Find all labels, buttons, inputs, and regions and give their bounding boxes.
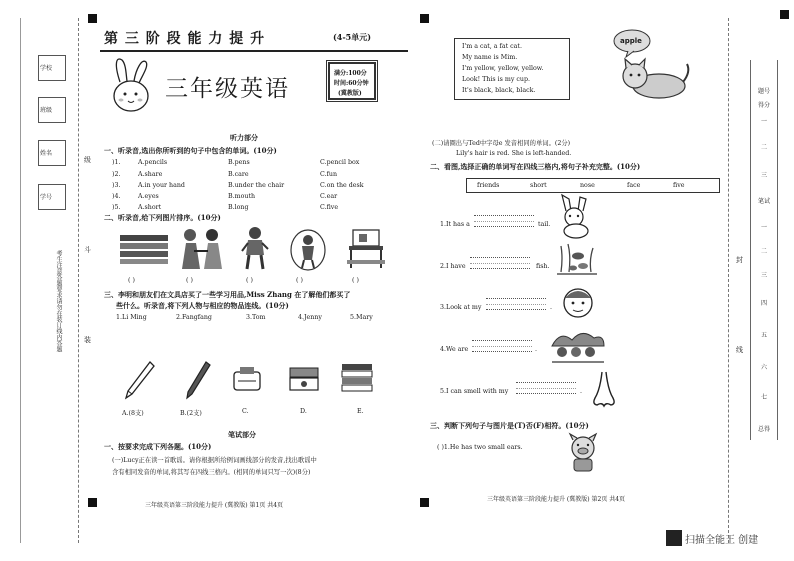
pig-character-icon <box>560 432 606 474</box>
sentence2-end: fish. <box>536 263 550 270</box>
part2-bracket-5[interactable]: ( ) <box>352 277 359 284</box>
part3-title-line2: 些什么。听录音,将下列人物与相应的物品连线。(10分) <box>116 301 289 310</box>
nose-icon <box>590 370 618 410</box>
writing-heading: 笔试部分 <box>228 430 256 439</box>
part3-name-2: 2.Fangfang <box>176 314 212 321</box>
face-icon <box>560 284 596 320</box>
chant-line-5: It's black, black, black. <box>462 87 536 94</box>
sentence1-end: tail. <box>538 221 551 228</box>
rabbit-icon <box>552 193 598 239</box>
chant-line-2: My name is Mim. <box>462 54 518 61</box>
word-bank-friends: friends <box>477 182 500 189</box>
sentence4-start: 4.We are <box>440 346 469 353</box>
main-title: 三年级英语 <box>165 76 290 102</box>
part3-title-line1: 三、李明和朋友们在文具店买了一些学习用品,Miss Zhang 在了解他们都买了 <box>104 290 351 299</box>
right-part3-title: 三、判断下列句子与图片是(T)否(F)相符。(10分) <box>430 421 589 430</box>
register-mark <box>420 14 429 23</box>
part1-row5-c: C.five <box>320 204 339 211</box>
part3-item-b: B.(2支) <box>180 410 202 417</box>
strip-label: 二 <box>760 144 767 151</box>
part1-row3-num: )3. <box>112 182 121 189</box>
right-footer: 三年级英语第三阶段能力提升 (冀教版) 第2页 共4页 <box>487 496 626 503</box>
part1-title: 一、听录音,选出你所听到的句子中包含的单词。(10分) <box>104 146 277 155</box>
sentence4-end: . <box>535 346 538 353</box>
strip-label-heading: 题号 <box>757 88 770 95</box>
part1-row1-num: )1. <box>112 159 121 166</box>
binding-char: 线 <box>736 346 743 354</box>
word-bank-short: short <box>530 182 547 189</box>
part1-row3-c: C.on the desk <box>320 182 364 189</box>
part1-row5-a: A.short <box>138 204 162 211</box>
binding-line <box>728 18 729 543</box>
part3-item-e: E. <box>357 408 364 415</box>
strip-label: 一 <box>760 224 767 231</box>
boy-figure-icon <box>240 225 270 271</box>
part1-row5-b: B.long <box>228 204 249 211</box>
register-mark <box>88 498 97 507</box>
side-field-school: 学校 <box>40 65 53 72</box>
chant-line-1: I'm a cat, a fat cat. <box>462 43 522 50</box>
part2-bracket-1[interactable]: ( ) <box>128 277 135 284</box>
part1-row3-a: A.in your hand <box>138 182 185 189</box>
chant-line-4: Look! This is my cup. <box>462 76 531 83</box>
pen-icon <box>184 360 212 400</box>
part4-line1: (一)Lucy正在读一首歌谣。请你根据所给例词画线部分的发音,找出歌谣中 <box>112 457 317 464</box>
part4-title: 一、按要求完成下列各题。(10分) <box>104 442 212 451</box>
binding-line <box>78 18 79 543</box>
people-sharing-icon <box>178 225 226 271</box>
register-mark <box>420 498 429 507</box>
vertical-notice: 考生注意答题要求请勿在装订线内答题 <box>55 250 62 352</box>
right-part2-title: 二、看图,选择正确的单词写在四线三格内,将句子补充完整。(10分) <box>430 162 641 171</box>
register-mark <box>88 14 97 23</box>
part3-name-4: 4.Jenny <box>298 314 322 321</box>
watermark-text: 扫描全能王 创建 <box>685 535 759 546</box>
left-footer: 三年级英语第三阶段能力提升 (冀教版) 第1页 共4页 <box>145 502 284 509</box>
header-unit: (4-5单元) <box>333 32 372 42</box>
part2-bracket-2[interactable]: ( ) <box>186 277 193 284</box>
jump-rope-icon <box>288 226 328 272</box>
part3-name-1: 1.Li Ming <box>116 314 147 321</box>
binding-char: 装 <box>84 336 91 344</box>
word-bank-five: five <box>673 182 685 189</box>
part1-row1-c: C.pencil box <box>320 159 360 166</box>
sentence3-start: 3.Look at my <box>440 304 482 311</box>
part1-row4-a: A.eyes <box>138 193 159 200</box>
register-mark <box>780 10 789 19</box>
strip-label: 五 <box>760 332 767 339</box>
score-full: 满分:100分 <box>334 70 367 77</box>
binding-char: 封 <box>736 256 743 264</box>
strip-label-score: 得分 <box>757 102 770 109</box>
strip-label-total: 总得 <box>757 426 770 433</box>
pencils-bundle-icon <box>118 232 170 266</box>
part3-name-5: 5.Mary <box>350 314 373 321</box>
header-title: 第 三 阶 段 能 力 提 升 <box>104 31 266 47</box>
part2-bracket-4[interactable]: ( ) <box>296 277 303 284</box>
right-part3-item1: ( )1.He has two small ears. <box>437 444 523 451</box>
friends-group-icon <box>550 326 606 364</box>
part1-row4-num: )4. <box>112 193 121 200</box>
sub2-sentence: Lily's hair is red. She is left-handed. <box>456 150 572 157</box>
sentence5-end: . <box>580 388 583 395</box>
cat-icon <box>615 56 693 102</box>
fish-tank-icon <box>553 238 601 278</box>
part1-row2-a: A.share <box>138 171 163 178</box>
part1-row4-b: B.mouth <box>228 193 256 200</box>
part1-row3-b: B.under the chair <box>228 182 285 189</box>
chant-line-3: I'm yellow, yellow, yellow. <box>462 65 544 72</box>
listening-heading: 听力部分 <box>230 133 258 142</box>
score-edition: (冀教版) <box>338 90 362 97</box>
part3-item-c: C. <box>242 408 249 415</box>
strip-label: 二 <box>760 248 767 255</box>
part2-bracket-3[interactable]: ( ) <box>246 277 253 284</box>
strip-label: 七 <box>760 394 767 401</box>
part3-item-a: A.(8支) <box>122 410 144 417</box>
word-bank-nose: nose <box>580 182 595 189</box>
pencil-icon <box>124 360 156 400</box>
sub2-title: (二)请圈出与Ted中字母e 发音相同的单词。(2分) <box>432 140 571 147</box>
binding-line <box>20 18 21 543</box>
strip-label: 六 <box>760 364 767 371</box>
word-bank-face: face <box>627 182 641 189</box>
part3-name-3: 3.Tom <box>246 314 266 321</box>
part1-row1-b: B.pens <box>228 159 250 166</box>
sentence1-blank[interactable] <box>474 215 534 227</box>
part1-row1-a: A.pencils <box>138 159 168 166</box>
part1-row5-num: )5. <box>112 204 121 211</box>
side-field-name: 姓名 <box>40 150 53 157</box>
sentence5-start: 5.I can smell with my <box>440 388 509 395</box>
part1-row2-num: )2. <box>112 171 121 178</box>
sentence5-blank[interactable] <box>516 382 576 394</box>
sentence1-start: 1.It has a <box>440 221 470 228</box>
score-time: 时间:60分钟 <box>334 80 369 87</box>
bunny-mascot-icon <box>106 54 156 116</box>
binding-char: 级 <box>84 156 91 164</box>
pencil-case-icon <box>230 364 264 394</box>
sentence3-end: . <box>550 304 553 311</box>
part3-item-d: D. <box>300 408 307 415</box>
strip-label: 三 <box>760 272 767 279</box>
apple-label: apple <box>620 37 642 45</box>
sentence2-start: 2.I have <box>440 263 466 270</box>
side-field-class: 班级 <box>40 107 53 114</box>
books-stack-icon <box>340 362 374 394</box>
part1-row4-c: C.ear <box>320 193 338 200</box>
part4-line2: 含有相同发音的单词,将其写在四线三格内。(相同的单词只写一次)(8分) <box>112 469 311 476</box>
strip-label: 一 <box>760 118 767 125</box>
side-field-number: 学号 <box>40 194 53 201</box>
part1-row2-c: C.fun <box>320 171 338 178</box>
strip-label: 四 <box>760 300 767 307</box>
header-rule <box>100 50 408 52</box>
strip-label-writing: 笔试 <box>757 198 770 205</box>
pencil-box-icon <box>287 364 321 394</box>
sentence2-blank[interactable] <box>470 257 530 269</box>
sentence4-blank[interactable] <box>472 340 532 352</box>
sentence3-blank[interactable] <box>486 298 546 310</box>
part1-row2-b: B.care <box>228 171 249 178</box>
binding-char: 斗 <box>84 246 91 254</box>
chair-under-icon <box>345 228 387 270</box>
watermark-logo-icon <box>666 530 682 546</box>
strip-label: 三 <box>760 172 767 179</box>
part2-title: 二、听录音,给下列图片排序。(10分) <box>104 213 221 222</box>
